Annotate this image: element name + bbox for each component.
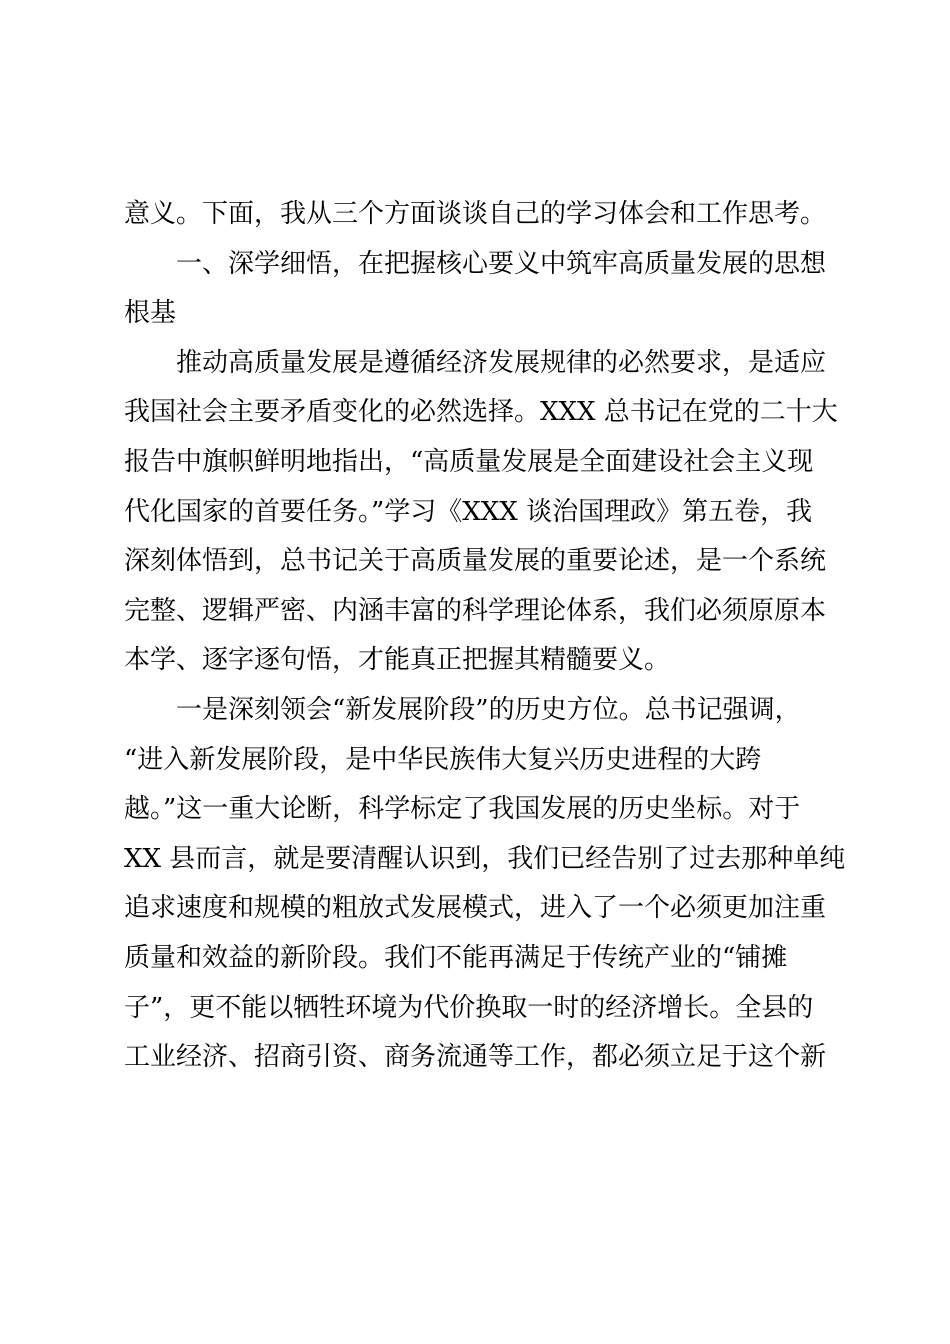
- paragraph-1-line-6: 完整、逻辑严密、内涵丰富的科学理论体系，我们必须原原本: [124, 595, 827, 626]
- paragraph-2-line-6: 质量和效益的新阶段。我们不能再满足于传统产业的“铺摊: [124, 942, 788, 973]
- paragraph-1-line-7: 本学、逐字逐句悟，才能真正把握其精髓要义。: [124, 645, 671, 676]
- section-heading-line-2: 根基: [124, 298, 177, 329]
- paragraph-2-line-7: 子”，更不能以牺牲环境为代价换取一时的经济增长。全县的: [124, 992, 814, 1023]
- paragraph-1-line-3: 报告中旗帜鲜明地指出，“高质量发展是全面建设社会主义现: [124, 446, 814, 477]
- body-text: [124, 190, 844, 1083]
- paragraph-2-line-1: 一是深刻领会“新发展阶段”的历史方位。总书记强调，: [176, 694, 801, 725]
- paragraph-1-line-2: 我国社会主要矛盾变化的必然选择。XXX 总书记在党的二十大: [124, 397, 838, 428]
- paragraph-2-line-5: 追求速度和规模的粗放式发展模式，进入了一个必须更加注重: [124, 893, 827, 924]
- paragraph-1-line-4: 代化国家的首要任务。”学习《XXX 谈治国理政》第五卷，我: [124, 496, 813, 527]
- paragraph-2-line-2: “进入新发展阶段，是中华民族伟大复兴历史进程的大跨: [124, 744, 762, 775]
- paragraph-1-line-5: 深刻体悟到，总书记关于高质量发展的重要论述，是一个系统: [124, 546, 827, 577]
- text-line-continuation: 意义。下面，我从三个方面谈谈自己的学习体会和工作思考。: [124, 199, 827, 229]
- paragraph-2-line-3: 越。”这一重大论断，科学标定了我国发展的历史坐标。对于: [124, 794, 801, 825]
- paragraph-2-line-4: XX 县而言，就是要清醒认识到，我们已经告别了过去那种单纯: [124, 843, 846, 874]
- paragraph-1-line-1: 推动高质量发展是遵循经济发展规律的必然要求，是适应: [176, 347, 827, 378]
- paragraph-2-line-8: 工业经济、招商引资、商务流通等工作，都必须立足于这个新: [124, 1042, 827, 1073]
- section-heading-line-1: 一、深学细悟，在把握核心要义中筑牢高质量发展的思想: [176, 248, 827, 279]
